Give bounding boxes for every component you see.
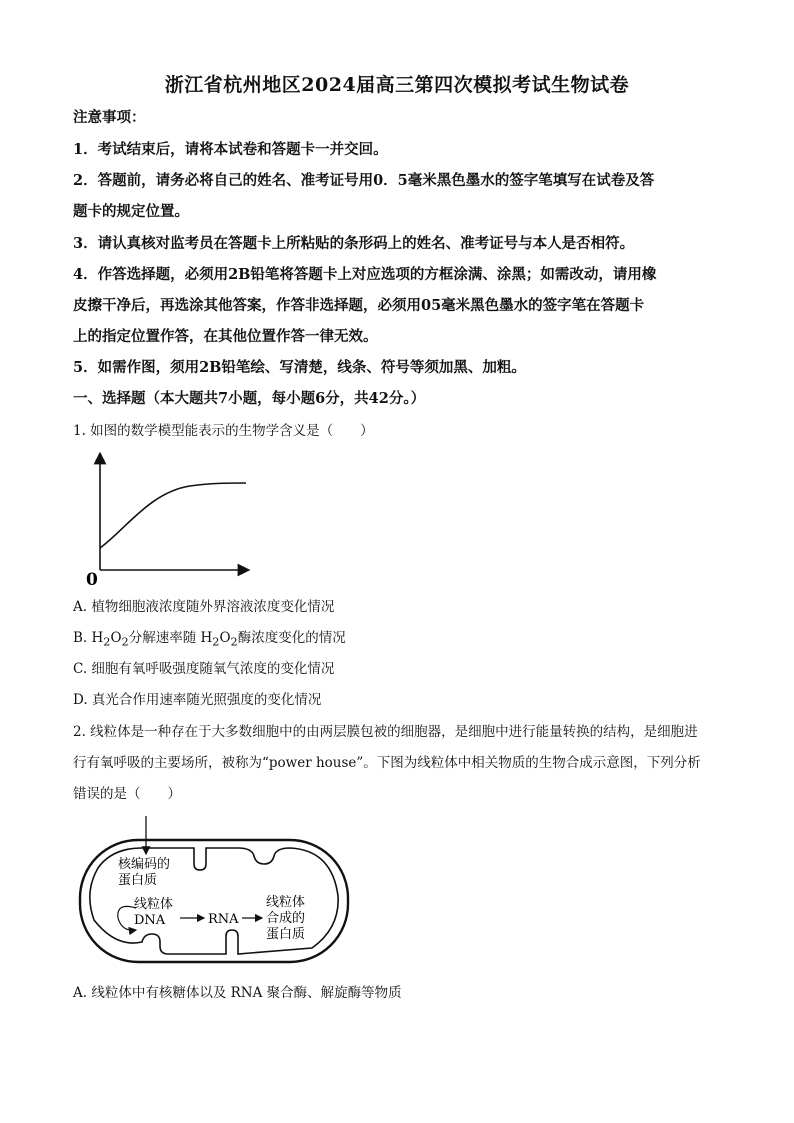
origin-label: 0 — [86, 570, 98, 590]
exam-title: 浙江省杭州地区2024届高三第四次模拟考试生物试卷 — [164, 74, 630, 96]
question-2-stem-line-2: 行有氧呼吸的主要场所，被称为“power house”。下图为线粒体中相关物质的生物合成示意图，下列分析 — [73, 755, 701, 771]
notice-line-8: 5．如需作图，须用2B铅笔绘、写清楚，线条、符号等须加黑、加粗。 — [73, 359, 526, 376]
notice-line-2: 2．答题前，请务必将自己的姓名、准考证号用0．5毫米黑色墨水的签字笔填写在试卷及答 — [73, 172, 655, 189]
mito-svg — [76, 816, 356, 970]
section-heading: 一、选择题（本大题共7小题，每小题6分，共42分。） — [73, 390, 426, 407]
notice-line-7: 上的指定位置作答，在其他位置作答一律无效。 — [73, 328, 378, 345]
notice-line-3: 题卡的规定位置。 — [73, 203, 189, 220]
notice-line-6: 皮擦干净后，再选涂其他答案，作答非选择题，必须用05毫米黑色墨水的签字笔在答题卡 — [73, 297, 645, 314]
saturation-curve — [100, 483, 246, 548]
subscript: 2 — [230, 635, 238, 649]
mito-protein-label-3: 蛋白质 — [266, 927, 306, 942]
question-1-stem: 1. 如图的数学模型能表示的生物学含义是（ ） — [73, 423, 374, 439]
mito-dna-label-2: DNA — [134, 913, 166, 928]
nuclear-protein-label-1: 核编码的 — [118, 857, 171, 872]
option-b-text: 分解速率随 H — [128, 630, 213, 646]
question-1-option-c: C. 细胞有氧呼吸强度随氧气浓度的变化情况 — [73, 661, 335, 677]
subscript: 2 — [212, 635, 220, 649]
question-1-option-a: A. 植物细胞液浓度随外界溶液浓度变化情况 — [73, 599, 335, 615]
mito-protein-label-1: 线粒体 — [266, 895, 306, 910]
notice-line-1: 1．考试结束后，请将本试卷和答题卡一并交回。 — [73, 141, 388, 158]
question-2-option-a: A. 线粒体中有核糖体以及 RNA 聚合酶、解旋酶等物质 — [73, 985, 402, 1001]
rna-label: RNA — [208, 912, 239, 927]
notice-line-4: 3．请认真核对监考员在答题卡上所粘贴的条形码上的姓名、准考证号与本人是否相符。 — [73, 235, 635, 252]
mito-protein-label-2: 合成的 — [266, 911, 306, 926]
graph-svg — [80, 452, 260, 592]
nuclear-protein-label-2: 蛋白质 — [118, 873, 158, 888]
mito-dna-label-1: 线粒体 — [134, 897, 174, 912]
option-b-text: O — [219, 630, 231, 646]
question-1-option-b — [73, 628, 723, 653]
option-b-text: O — [110, 630, 122, 646]
notice-heading: 注意事项： — [73, 109, 146, 126]
question-1-option-d: D. 真光合作用速率随光照强度的变化情况 — [73, 692, 322, 708]
notice-line-5: 4．作答选择题，必须用2B铅笔将答题卡上对应选项的方框涂满、涂黑；如需改动，请用橡 — [73, 266, 657, 283]
question-2-stem-line-3: 错误的是（ ） — [73, 786, 181, 802]
question-1-graph — [80, 452, 260, 592]
mitochondrion-diagram — [76, 816, 356, 970]
subscript: 2 — [121, 635, 129, 649]
option-b-text: B. H — [73, 630, 104, 646]
subscript: 2 — [103, 635, 111, 649]
question-2-stem-line-1: 2. 线粒体是一种存在于大多数细胞中的由两层膜包被的细胞器，是细胞中进行能量转换的结构，是细胞进 — [73, 724, 698, 740]
option-b-text: 酶浓度变化的情况 — [237, 630, 346, 646]
